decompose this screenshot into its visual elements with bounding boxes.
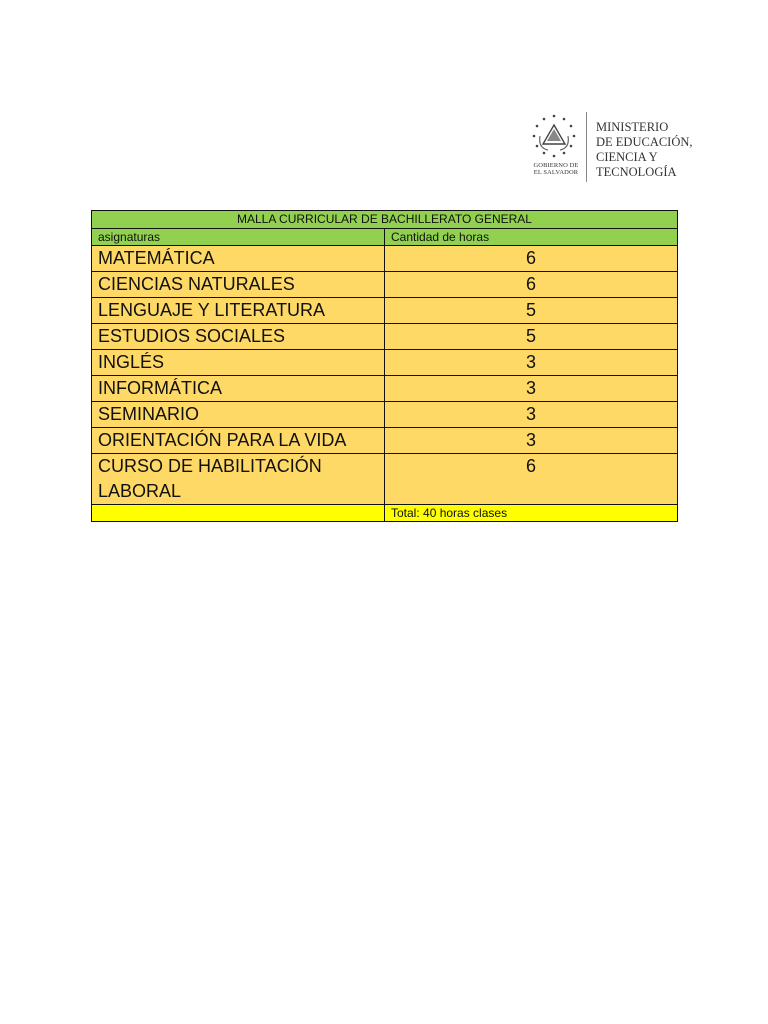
table-row xyxy=(92,272,678,298)
subject-cell: CIENCIAS NATURALES xyxy=(92,272,385,298)
table-row xyxy=(92,402,678,428)
hours-cell: 3 xyxy=(385,428,678,454)
hours-cell: 3 xyxy=(385,350,678,376)
ministry-logo xyxy=(528,112,708,184)
subject-cell: SEMINARIO xyxy=(92,402,385,428)
subject-cell: INFORMÁTICA xyxy=(92,376,385,402)
seal-caption: GOBIERNO DE EL SALVADOR xyxy=(533,162,579,176)
hours-cell: 5 xyxy=(385,298,678,324)
hours-cell: 3 xyxy=(385,376,678,402)
table-row xyxy=(92,246,678,272)
header-subjects: asignaturas xyxy=(92,229,385,246)
subject-cell: INGLÉS xyxy=(92,350,385,376)
table-total-row xyxy=(92,505,678,522)
hours-cell: 3 xyxy=(385,402,678,428)
subject-cell: LENGUAJE Y LITERATURA xyxy=(92,298,385,324)
subject-cell: ORIENTACIÓN PARA LA VIDA xyxy=(92,428,385,454)
coat-of-arms-icon xyxy=(528,112,580,164)
table-title: MALLA CURRICULAR DE BACHILLERATO GENERAL xyxy=(92,211,678,229)
subject-cell: MATEMÁTICA xyxy=(92,246,385,272)
header-hours: Cantidad de horas xyxy=(385,229,678,246)
logo-divider xyxy=(586,112,587,182)
table-row xyxy=(92,376,678,402)
curriculum-table xyxy=(91,210,678,522)
table-header-row xyxy=(92,229,678,246)
ministry-name: MINISTERIO DE EDUCACIÓN, CIENCIA Y TECNOLOGÍA xyxy=(596,120,693,179)
hours-cell: 6 xyxy=(385,454,678,505)
hours-cell: 5 xyxy=(385,324,678,350)
table-row xyxy=(92,454,678,505)
total-cell: Total: 40 horas clases xyxy=(385,505,678,522)
table-row xyxy=(92,324,678,350)
table-row xyxy=(92,428,678,454)
table-title-row xyxy=(92,211,678,229)
hours-cell: 6 xyxy=(385,246,678,272)
table-row xyxy=(92,298,678,324)
hours-cell: 6 xyxy=(385,272,678,298)
subject-cell: ESTUDIOS SOCIALES xyxy=(92,324,385,350)
total-empty-cell xyxy=(92,505,385,522)
table-row xyxy=(92,350,678,376)
subject-cell: CURSO DE HABILITACIÓN LABORAL xyxy=(92,454,385,505)
